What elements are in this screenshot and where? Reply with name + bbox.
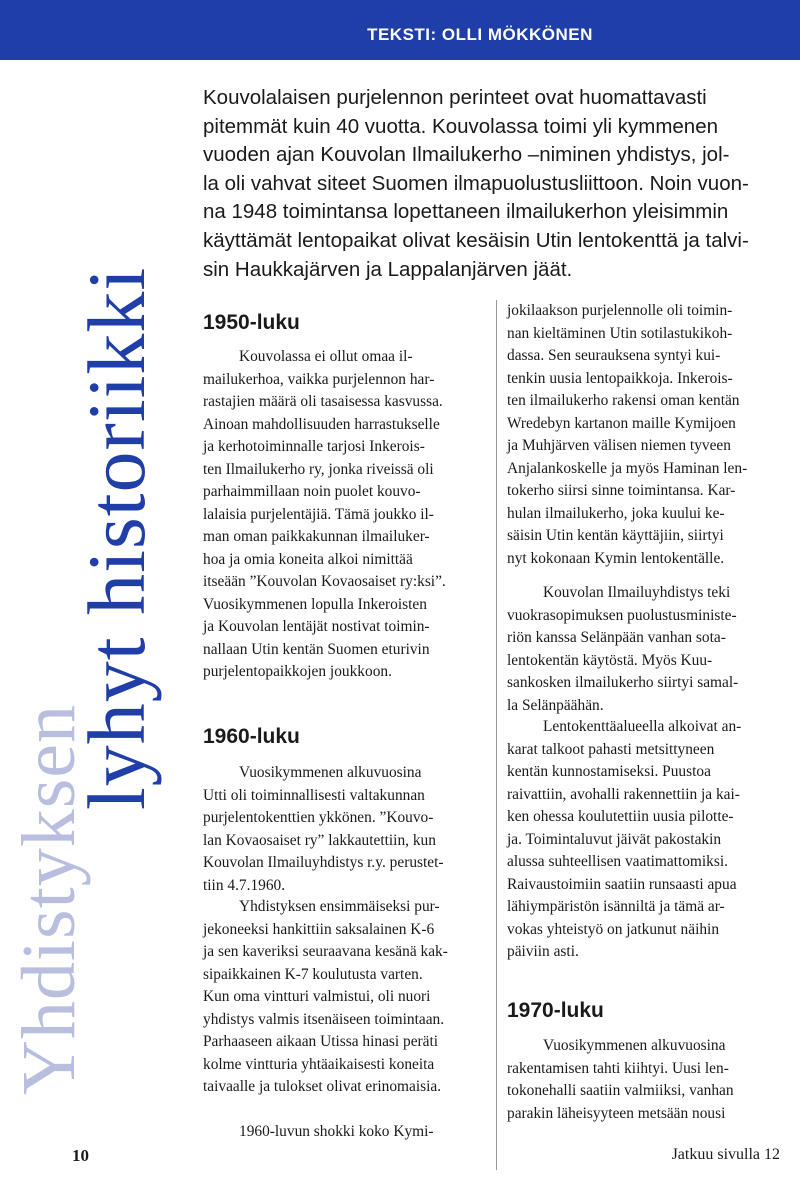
paragraph-1960-4: Kouvolan Ilmailuyhdistys teki vuokrasopimuksen puolustusministe- riön kanssa Selänpään vanhan sota- lentokentän käytöstä. Myös Kuu- sankosken ilmailukerho siirtyi samal- la Selänpäähän. bbox=[507, 584, 739, 714]
paragraph-1960-5: Lentokenttäalueella alkoivat an- karat talkoot pahasti metsittyneen kentän kunnostamiseksi. Puustoa raivattiin, avohalli rakennettiin ja kai- ken ohessa koulutettiin uusia pilotte- ja. Toimintaluvut jäivät pakostakin alussa suhteellisen vaatimattomiksi. Raivaustoimiin saatiin runsaasti apua lähiympäristön isänniltä ja tämä ar- vokas yhteistyö on jatkunut näihin päiviin asti. bbox=[507, 718, 742, 960]
heading-1970: 1970-luku bbox=[507, 999, 604, 1022]
paragraph-1950: Kouvolassa ei ollut omaa il- mailukerhoa, vaikka purjelennon har- rastajien määrä oli tasaisessa kasvussa. Ainoan mahdollisuuden harrastukselle ja kerhotoiminnalle tarjosi Inkerois- ten Ilmailukerho ry, jonka riveissä oli parhaimmillaan noin puolet kouvo- lalaisia purjelentäjiä. Tämä joukko il- man oman paikkakunnan ilmailuker- hoa ja omia koneita alkoi nimittää itseään ”Kouvolan Kovaosaiset ry:ksi”. Vuosikymmenen lopulla Inkeroisten ja Kouvolan lentäjät nostivat toimin- nallaan Utin kentän Suomen eturivin purjelentopaikkojen joukkoon. bbox=[203, 348, 446, 680]
author-credit: TEKSTI: OLLI MÖKKÖNEN bbox=[367, 25, 593, 44]
paragraph-1960-3-cont: jokilaakson purjelennolle oli toimin- nan kieltäminen Utin sotilastukikoh- dassa. Sen seurauksena syntyi kui- tenkin uusia lentopaikkoja. Inkerois- ten ilmailukerho rakensi oman kentän Wredebyn kartanon maille Kymijoen ja Muhjärven välisen niemen tyveen Anjalankoskelle ja myös Haminan len- tokerho siirsi sinne toimintansa. Kar- hulan ilmailukerho, joka kuului ke- säisin Utin kentän käyttäjiin, siirtyi nyt kokonaan Kymin lentokentälle. bbox=[507, 302, 748, 567]
heading-1960: 1960-luku bbox=[203, 725, 300, 748]
paragraph-1960-1: Vuosikymmenen alkuvuosina Utti oli toiminnallisesti valtakunnan purjelentokenttien ykkönen. ”Kouvo- lan Kovaosaiset ry” lakkautettiin, kun Kouvolan Ilmailuyhdistys r.y. perustet- tiin 4.7.1960. bbox=[203, 764, 444, 894]
continues-note: Jatkuu sivulla 12 bbox=[671, 1146, 780, 1163]
title-line-1: Yhdistyksen bbox=[7, 704, 91, 1095]
paragraph-1960-3: 1960-luvun shokki koko Kymi- bbox=[239, 1123, 434, 1140]
column-divider bbox=[496, 300, 497, 1170]
page-number: 10 bbox=[72, 1146, 89, 1165]
paragraph-1970: Vuosikymmenen alkuvuosina rakentamisen tahti kiihtyi. Uusi len- tokonehalli saatiin valmiiksi, vanhan parakin läheisyyteen metsään nousi bbox=[507, 1037, 734, 1122]
title-line-2: lyhyt historiikki bbox=[71, 266, 162, 810]
intro-paragraph: Kouvolalaisen purjelennon perinteet ovat huomattavasti pitemmät kuin 40 vuotta. Kouvolassa toimi yli kymmenen vuoden ajan Kouvolan Ilmailukerho –niminen yhdistys, jol- la oli vahvat siteet Suomen ilmapuolustusliittoon. Noin vuon- na 1948 toimintansa lopettaneen ilmailukerhon yleisimmin käyttämät lentopaikat olivat kesäisin Utin lentokenttä ja talvi- sin Haukkajärven ja Lappalanjärven jäät. bbox=[203, 86, 749, 281]
heading-1950: 1950-luku bbox=[203, 311, 300, 334]
paragraph-1960-2: Yhdistyksen ensimmäiseksi pur- jekoneeksi hankittiin saksalainen K-6 ja sen kaveriksi seuraavana kesänä kak- sipaikkainen K-7 koulutusta varten. Kun oma vintturi valmistui, oli nuori yhdistys valmis itsenäiseen toimintaan. Parhaaseen aikaan Utissa hinasi peräti kolme vintturia yhtäaikaisesti koneita taivaalle ja tulokset olivat erinomaisia. bbox=[203, 898, 448, 1095]
